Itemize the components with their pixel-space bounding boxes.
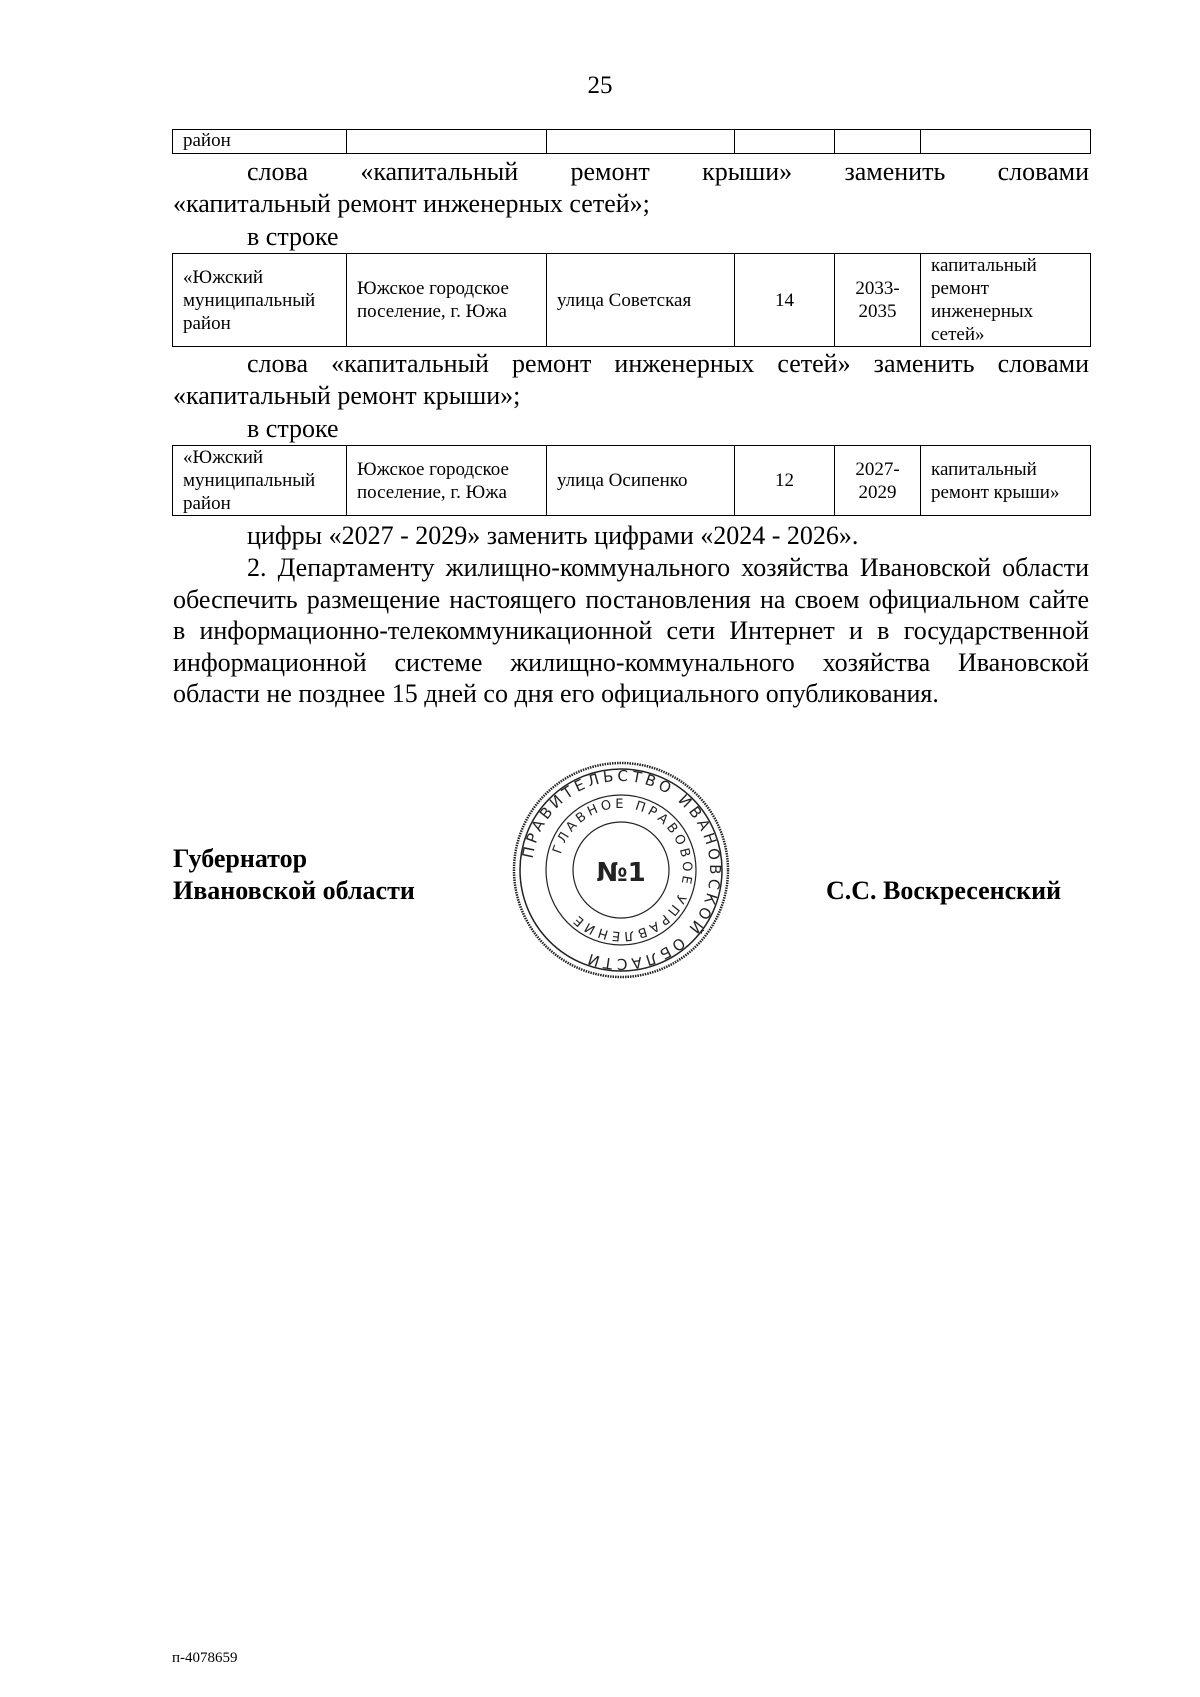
table-cell-settlement: Южское городское поселение, г. Южа: [347, 446, 547, 516]
signatory-title-line1: Губернатор: [173, 844, 308, 873]
table-cell-street: улица Осипенко: [547, 446, 735, 516]
text-line: в строке: [247, 222, 339, 251]
table-row: [173, 130, 1091, 154]
official-seal: [510, 759, 732, 981]
table-cell-period: 2027-2029: [835, 446, 921, 516]
text-line: цифры «2027 - 2029» заменить цифрами «2024 - 2026».: [247, 521, 859, 550]
signatory-title-line2: Ивановской области: [173, 876, 415, 905]
table-cell-work-type: капитальный ремонт инженерных сетей»: [921, 254, 1091, 347]
table-row: [173, 254, 1091, 347]
table-cell-street: улица Советская: [547, 254, 735, 347]
table-row-sovetskaya: [172, 253, 1091, 347]
text-line: слова «капитальный ремонт крыши» заменить словами: [247, 157, 1089, 186]
page-number: 25: [587, 72, 613, 99]
table-cell: [735, 130, 835, 154]
table-cell: [835, 130, 921, 154]
table-cell-house: 12: [735, 446, 835, 516]
text-line: «капитальный ремонт инженерных сетей»;: [173, 189, 650, 218]
table-cell: [347, 130, 547, 154]
seal-center-text: №1: [596, 858, 646, 888]
text-line: «капитальный ремонт крыши»;: [173, 381, 521, 410]
table-cell-work-type: капитальный ремонт крыши»: [921, 446, 1091, 516]
text-line: слова «капитальный ремонт инженерных сетей» заменить словами: [247, 349, 1089, 378]
seal-outer-text: ПРАВИТЕЛЬСТВО ИВАНОВСКОЙ ОБЛАСТИ: [518, 766, 725, 974]
table-row-osipenko: [172, 445, 1091, 516]
paragraph-2: 2. Департаменту жилищно-коммунального хозяйства Ивановской области обеспечить размещение настоящего постановления на своем официальном сайте в информационно-телекоммуникационной сети Интернет и в государственной информационной системе жилищно-коммунального хозяйства Ивановской области не позднее 15 дней со дня его официального опубликования.: [173, 553, 1089, 708]
text-line: в строке: [247, 414, 339, 443]
document-code: п-4078659: [172, 1650, 238, 1666]
table-row: [173, 446, 1091, 516]
table-cell-house: 14: [735, 254, 835, 347]
table-cell-district: «Южский муниципальный район: [173, 254, 347, 347]
table-cell: район: [173, 130, 347, 154]
table-cell: [547, 130, 735, 154]
table-cell: [921, 130, 1091, 154]
signatory-name: С.С. Воскресенский: [826, 876, 1062, 905]
seal-inner-text: ГЛАВНОЕ ПРАВОВОЕ УПРАВЛЕНИЕ: [550, 796, 695, 944]
table-cell-district: «Южский муниципальный район: [173, 446, 347, 516]
table-fragment-top: [172, 129, 1091, 154]
signatory-title: [173, 843, 415, 907]
table-cell-period: 2033-2035: [835, 254, 921, 347]
table-cell-settlement: Южское городское поселение, г. Южа: [347, 254, 547, 347]
